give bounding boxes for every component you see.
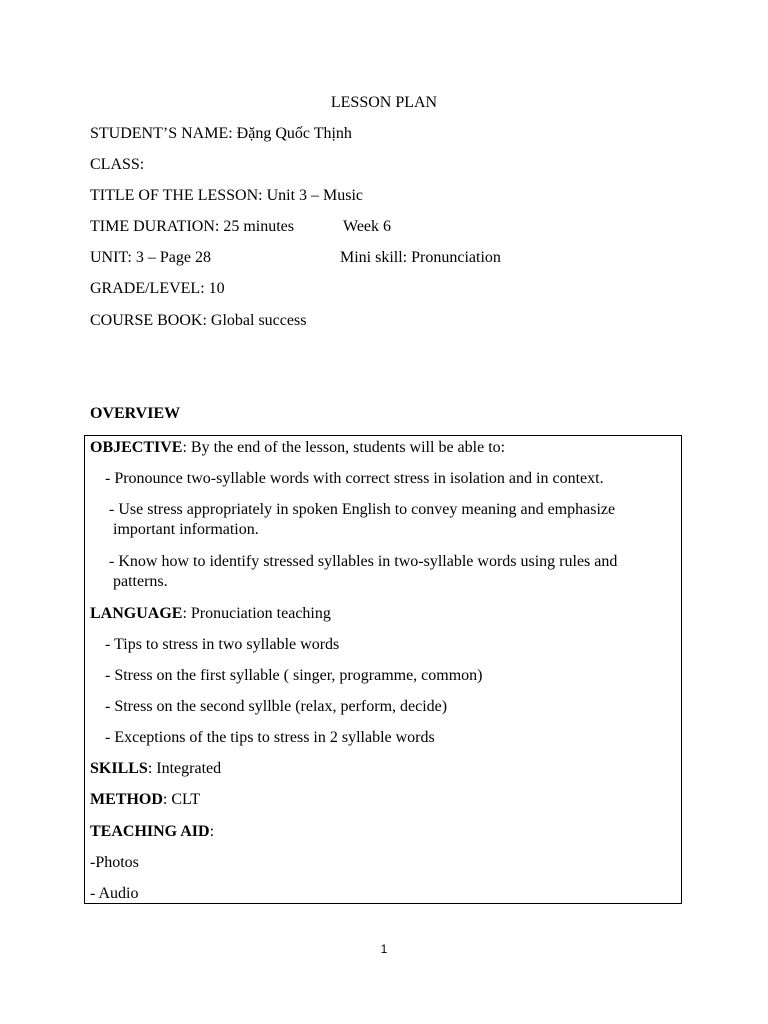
course-book-field: COURSE BOOK: Global success — [90, 312, 307, 329]
language-item: - Tips to stress in two syllable words — [105, 636, 340, 653]
skills-label: SKILLS — [90, 760, 148, 777]
teaching-aid-item: - Audio — [90, 885, 139, 902]
skills-line — [90, 759, 221, 779]
language-item: - Exceptions of the tips to stress in 2 syllable words — [105, 729, 435, 746]
overview-box — [84, 435, 682, 904]
language-label: LANGUAGE — [90, 605, 183, 622]
class-field: CLASS: — [90, 156, 145, 173]
teaching-aid-item: -Photos — [90, 854, 139, 871]
objective-label: OBJECTIVE — [90, 439, 183, 456]
student-name: STUDENT’S NAME: Đặng Quốc Thịnh — [90, 125, 352, 142]
method-label: METHOD — [90, 791, 163, 808]
language-line — [90, 604, 331, 624]
overview-heading: OVERVIEW — [90, 405, 181, 422]
objective-item: - Pronounce two-syllable words with correct stress in isolation and in context. — [105, 470, 604, 487]
objective-line — [90, 438, 505, 458]
grade-field: GRADE/LEVEL: 10 — [90, 280, 225, 297]
method-text: : CLT — [162, 791, 201, 808]
mini-skill-field: Mini skill: Pronunciation — [340, 249, 501, 266]
language-text: : Pronuciation teaching — [182, 605, 331, 622]
week-field: Week 6 — [343, 218, 392, 235]
teaching-aid-label: TEACHING AID — [90, 823, 210, 840]
time-duration-field: TIME DURATION: 25 minutes — [90, 218, 294, 235]
lesson-title-field: TITLE OF THE LESSON: Unit 3 – Music — [90, 187, 364, 204]
lesson-plan-title: LESSON PLAN — [330, 94, 438, 111]
teaching-aid-line — [90, 822, 214, 842]
skills-text: : Integrated — [147, 760, 222, 777]
page-number: 1 — [380, 942, 388, 956]
language-item: - Stress on the second syllble (relax, perform, decide) — [105, 698, 448, 715]
teaching-aid-text: : — [209, 823, 215, 840]
unit-field: UNIT: 3 – Page 28 — [90, 249, 211, 266]
language-item: - Stress on the first syllable ( singer, programme, common) — [105, 667, 483, 684]
objective-text: : By the end of the lesson, students will be able to: — [182, 439, 506, 456]
objective-item: - Know how to identify stressed syllables in two-syllable words using rules and patterns. — [109, 553, 618, 590]
method-line — [90, 790, 200, 810]
objective-item: - Use stress appropriately in spoken English to convey meaning and emphasize important information. — [109, 501, 616, 538]
